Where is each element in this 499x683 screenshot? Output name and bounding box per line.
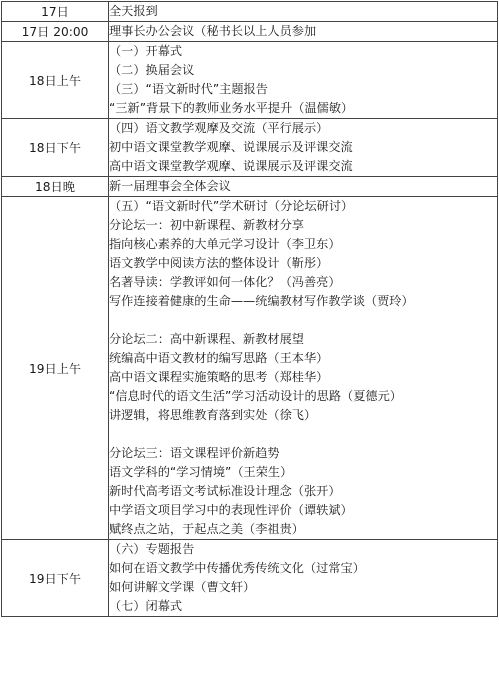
activity-line: 新时代高考语文考试标准设计理念（张开） bbox=[109, 484, 341, 498]
schedule-table bbox=[1, 1, 498, 617]
activity-line: 理事长办公会议（秘书长以上人员参加 bbox=[109, 24, 317, 38]
schedule-row bbox=[2, 177, 498, 197]
activity-line: “信息时代的语文生活”学习活动设计的思路（夏德元） bbox=[109, 389, 402, 403]
activity-line: 如何讲解文学课（曹文轩） bbox=[109, 580, 256, 594]
schedule-time: 19日上午 bbox=[2, 197, 109, 540]
blank-line bbox=[109, 311, 497, 330]
activity-line: 高中语文课程实施策略的思考（郑桂华） bbox=[109, 370, 329, 384]
activity-line: 初中语文课堂教学观摩、说课展示及评课交流 bbox=[109, 140, 353, 154]
schedule-activities bbox=[109, 540, 498, 617]
activity-line: 中学语文项目学习中的表现性评价（谭轶斌） bbox=[109, 503, 353, 517]
activity-line: 分论坛二：高中新课程、新教材展望 bbox=[109, 332, 304, 346]
activity-line: 高中语文课堂教学观摩、说课展示及评课交流 bbox=[109, 159, 353, 173]
activity-line: （六）专题报告 bbox=[109, 542, 195, 556]
activity-line: 语文教学中阅读方法的整体设计（靳彤） bbox=[109, 256, 329, 270]
activity-line: 讲逻辑，将思维教育落到实处（徐飞） bbox=[109, 408, 317, 422]
activity-line: 语文学科的“学习情境”（王荣生） bbox=[109, 465, 293, 479]
activity-line: （四）语文教学观摩及交流（平行展示） bbox=[109, 121, 329, 135]
activity-line: 全天报到 bbox=[109, 4, 158, 18]
schedule-activities bbox=[109, 197, 498, 540]
activity-line: 指向核心素养的大单元学习设计（李卫东） bbox=[109, 237, 341, 251]
activity-line: （三）“语文新时代”主题报告 bbox=[109, 82, 268, 96]
activity-line: “三新”背景下的教师业务水平提升（温儒敏） bbox=[109, 101, 354, 115]
activity-line: 赋终点之站，于起点之美（李祖贵） bbox=[109, 522, 304, 536]
activity-line: （七）闭幕式 bbox=[109, 599, 183, 613]
schedule-row bbox=[2, 540, 498, 617]
schedule-activities bbox=[109, 42, 498, 119]
schedule-row bbox=[2, 197, 498, 540]
schedule-activities bbox=[109, 119, 498, 177]
schedule-time: 17日 20:00 bbox=[2, 22, 109, 42]
schedule-time: 17日 bbox=[2, 2, 109, 22]
schedule-activities bbox=[109, 2, 498, 22]
activity-line: 分论坛三：语文课程评价新趋势 bbox=[109, 446, 280, 460]
blank-line bbox=[109, 425, 497, 444]
schedule-time: 18日下午 bbox=[2, 119, 109, 177]
activity-line: （一）开幕式 bbox=[109, 44, 183, 58]
activity-line: 名著导读：学教评如何一体化？（冯善亮） bbox=[109, 275, 341, 289]
activity-line: （五）“语文新时代”学术研讨（分论坛研讨） bbox=[109, 199, 354, 213]
schedule-row bbox=[2, 22, 498, 42]
schedule-row bbox=[2, 2, 498, 22]
schedule-activities bbox=[109, 22, 498, 42]
schedule-activities bbox=[109, 177, 498, 197]
schedule-row bbox=[2, 119, 498, 177]
schedule-time: 18日上午 bbox=[2, 42, 109, 119]
activity-line: 写作连接着健康的生命——统编教材写作教学谈（贾玲） bbox=[109, 294, 414, 308]
schedule-time: 18日晚 bbox=[2, 177, 109, 197]
activity-line: 如何在语文教学中传播优秀传统文化（过常宝） bbox=[109, 561, 365, 575]
schedule-row bbox=[2, 42, 498, 119]
schedule-body bbox=[2, 2, 498, 617]
activity-line: （二）换届会议 bbox=[109, 63, 195, 77]
schedule-time: 19日下午 bbox=[2, 540, 109, 617]
activity-line: 分论坛一：初中新课程、新教材分享 bbox=[109, 218, 304, 232]
activity-line: 新一届理事会全体会议 bbox=[109, 179, 231, 193]
activity-line: 统编高中语文教材的编写思路（王本华） bbox=[109, 351, 329, 365]
